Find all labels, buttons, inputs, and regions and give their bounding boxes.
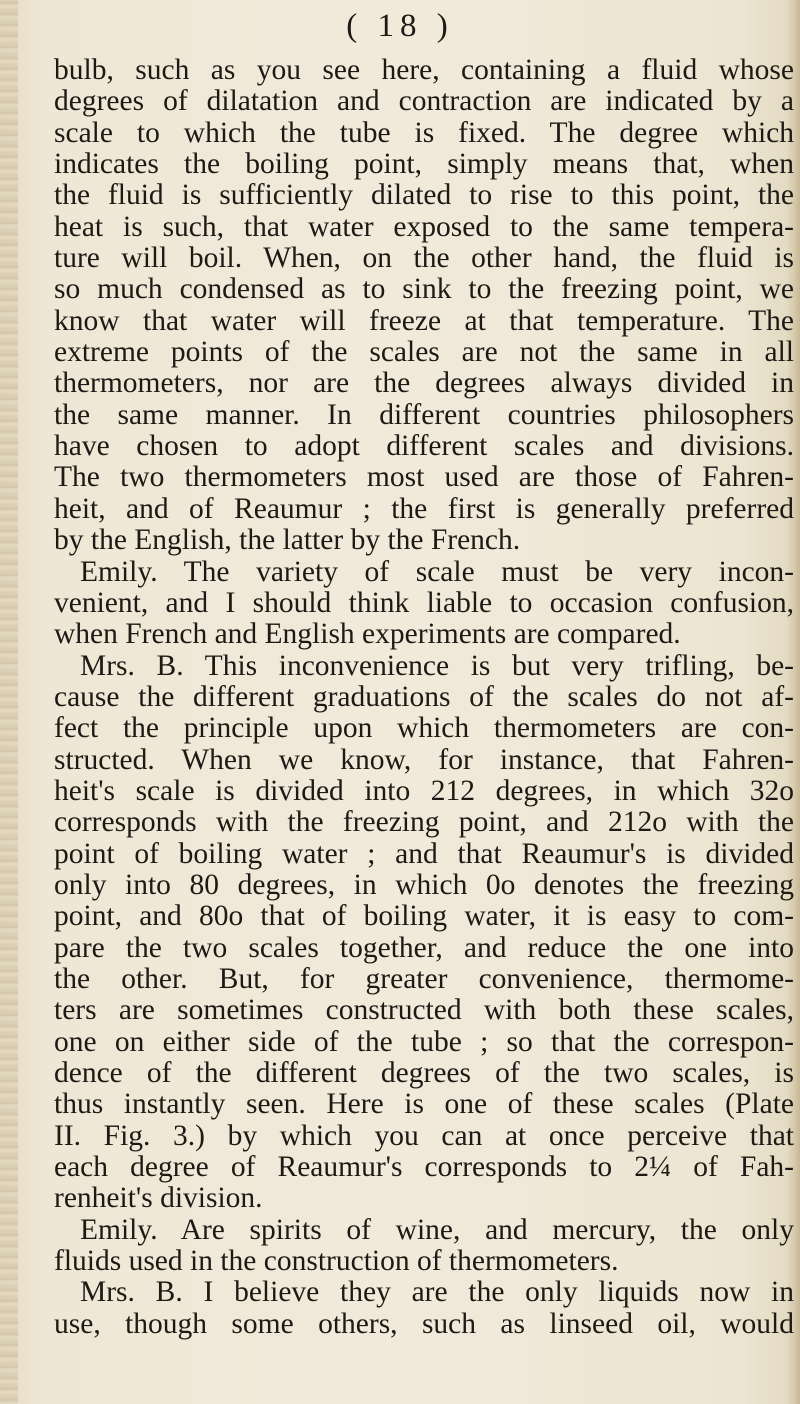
text-line: know that water will freeze at that temperature. The [54,304,794,337]
text-line: by the English, the latter by the French. [54,524,521,557]
text-line: heit, and of Reaumur ; the first is generally preferred [54,492,794,525]
page-binding-edge [0,0,18,1404]
text-line: II. Fig. 3.) by which you can at once perceive that [54,1119,794,1152]
text-line: the fluid is sufficiently dilated to rise to this point, the [54,179,794,212]
text-line: the other. But, for greater convenience, thermome- [54,962,794,995]
text-line: one on either side of the tube ; so that the correspon- [54,1025,794,1058]
text-line: Emily. The variety of scale must be very incon- [80,555,794,588]
text-line: when French and English experiments are compared. [54,618,681,651]
text-line: cause the different graduations of the scales do not af- [54,680,794,713]
text-line: point, and 80o that of boiling water, it is easy to com- [54,900,794,933]
text-line: Mrs. B. I believe they are the only liquids now in [80,1276,794,1309]
text-line: degrees of dilatation and contraction are indicated by a [54,85,794,118]
text-line: Mrs. B. This inconvenience is but very trifling, be- [80,649,794,682]
text-line: thus instantly seen. Here is one of these scales (Plate [54,1088,794,1121]
text-line: dence of the different degrees of the two scales, is [54,1057,794,1089]
text-line: extreme points of the scales are not the same in all [54,336,794,369]
text-line: bulb, such as you see here, containing a fluid whose [54,54,794,86]
text-line: indicates the boiling point, simply means that, when [54,148,794,181]
text-line: have chosen to adopt different scales and divisions. [54,430,794,463]
text-line: renheit's division. [54,1182,263,1215]
text-line: ters are sometimes constructed with both these scales, [54,994,794,1027]
text-line: ture will boil. When, on the other hand, the fluid is [54,242,794,275]
text-line: so much condensed as to sink to the freezing point, we [54,273,794,306]
text-line: heat is such, that water exposed to the same tempera- [54,210,794,243]
text-line: heit's scale is divided into 212 degrees, in which 32o [54,774,794,807]
text-line: The two thermometers most used are those of Fahren- [54,461,794,494]
text-line: only into 80 degrees, in which 0o denotes the freezing [54,868,794,901]
page-number: ( 18 ) [346,8,454,44]
text-line: structed. When we know, for instance, that Fahren- [54,743,794,776]
text-line: Emily. Are spirits of wine, and mercury, the only [80,1213,794,1246]
text-line: fect the principle upon which thermometers are con- [54,712,794,745]
text-line: thermometers, nor are the degrees always divided in [54,367,794,400]
text-line: use, though some others, such as linseed oil, would [54,1307,794,1340]
text-line: point of boiling water ; and that Reaumur's is divided [54,837,794,870]
text-line: venient, and I should think liable to occasion confusion, [54,586,794,619]
text-line: corresponds with the freezing point, and 212o with the [54,806,794,839]
text-line: each degree of Reaumur's corresponds to 2¼ of Fah- [54,1151,794,1184]
text-line: fluids used in the construction of thermometers. [54,1245,619,1278]
text-line: scale to which the tube is fixed. The degree which [54,116,794,149]
body-text [54,55,794,1340]
text-line: pare the two scales together, and reduce the one into [54,931,794,964]
text-line: the same manner. In different countries philosophers [54,398,794,431]
